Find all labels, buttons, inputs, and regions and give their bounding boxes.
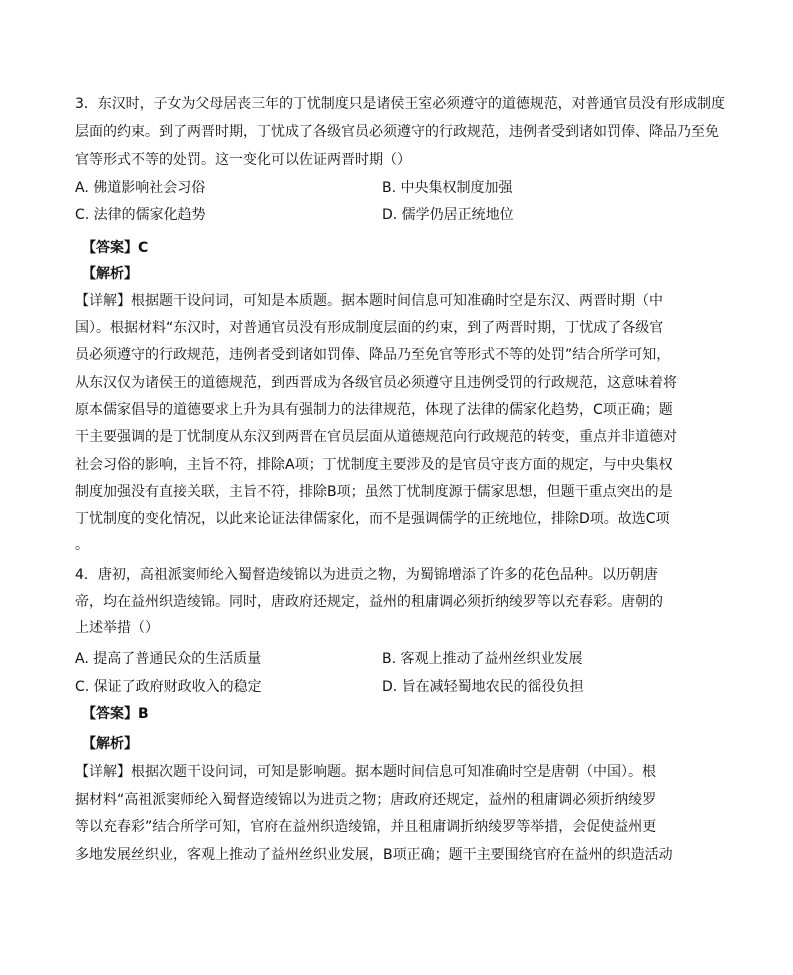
q4-option-d: D. 旨在减轻蜀地农民的徭役负担 (382, 679, 584, 695)
q3-answer: 【答案】C (82, 240, 149, 256)
q3-detail-line-8: 制度加强没有直接关联，主旨不符，排除B项；虽然丁忧制度源于儒家思想，但题干重点突出的是 (75, 484, 673, 500)
q3-detail-line-9: 丁忧制度的变化情况，以此来论证法律儒家化，而不是强调儒学的正统地位，排除D项。故选C项 (75, 511, 670, 527)
q4-detail-line-1: 【详解】根据次题干设问词，可知是影响题。据本题时间信息可知准确时空是唐朝（中国）。根 (75, 764, 656, 780)
q3-option-a: A. 佛道影响社会习俗 (75, 180, 206, 196)
q3-detail-line-4: 从东汉仅为诸侯王的道德规范，到西晋成为各级官员必须遵守且违例受罚的行政规范，这意味着将 (75, 375, 677, 391)
q3-detail-line-2: 国）。根据材料“东汉时，对普通官员没有形成制度层面的约束，到了两晋时期，丁忧成了各级官 (75, 320, 664, 336)
q4-detail-line-3: 等以充春彩”结合所学可知，官府在益州织造绫锦，并且租庸调折纳绫罗等举措，会促使益州更 (75, 819, 657, 835)
q3-detail-line-10: 。 (75, 537, 89, 553)
q4-option-b: B. 客观上推动了益州丝织业发展 (382, 651, 583, 667)
q3-detail-line-3: 员必须遵守的行政规范，违例者受到诸如罚俸、降品乃至免官等形式不等的处罚”结合所学可知， (75, 347, 671, 363)
q4-option-c: C. 保证了政府财政收入的稳定 (75, 679, 262, 695)
q3-stem-line-2: 层面的约束。到了两晋时期，丁忧成了各级官员必须遵守的行政规范，违例者受到诸如罚俸、降品乃至免 (75, 124, 719, 140)
q3-detail-line-7: 社会习俗的影响，主旨不符，排除A项；丁忧制度主要涉及的是官员守丧方面的规定，与中央集权 (75, 457, 673, 473)
q4-stem-line-1: 4．唐初，高祖派窦师纶入蜀督造绫锦以为进贡之物，为蜀锦增添了许多的花色品种。以历朝唐 (75, 567, 658, 583)
q3-option-c: C. 法律的儒家化趋势 (75, 207, 206, 223)
q3-detail-line-5: 原本儒家倡导的道德要求上升为具有强制力的法律规范，体现了法律的儒家化趋势，C项正确；题 (75, 402, 673, 418)
q3-detail-line-1: 【详解】根据题干设问词，可知是本质题。据本题时间信息可知准确时空是东汉、两晋时期（中 (75, 293, 663, 309)
q4-stem-line-2: 帝，均在益州织造绫锦。同时，唐政府还规定，益州的租庸调必须折纳绫罗等以充春彩。唐朝的 (75, 594, 663, 610)
q4-detail-line-2: 据材料“高祖派窦师纶入蜀督造绫锦以为进贡之物；唐政府还规定，益州的租庸调必须折纳绫罗 (75, 792, 657, 808)
q4-analysis-label: 【解析】 (82, 736, 138, 752)
q4-answer: 【答案】B (82, 706, 149, 722)
q3-analysis-label: 【解析】 (82, 266, 138, 282)
q4-stem-line-3: 上述举措（） (75, 620, 159, 636)
q3-detail-line-6: 干主要强调的是丁忧制度从东汉到两晋在官员层面从道德规范向行政规范的转变，重点并非道德对 (75, 429, 677, 445)
q3-option-b: B. 中央集权制度加强 (382, 180, 513, 196)
q3-option-d: D. 儒学仍居正统地位 (382, 207, 514, 223)
q4-detail-line-4: 多地发展丝织业，客观上推动了益州丝织业发展，B项正确；题干主要围绕官府在益州的织造活动 (75, 847, 673, 863)
q4-option-a: A. 提高了普通民众的生活质量 (75, 651, 262, 667)
q3-stem-line-3: 官等形式不等的处罚。这一变化可以佐证两晋时期（） (75, 152, 411, 168)
q3-stem-line-1: 3．东汉时，子女为父母居丧三年的丁忧制度只是诸侯王室必须遵守的道德规范，对普通官员没有形成制度 (75, 96, 725, 112)
